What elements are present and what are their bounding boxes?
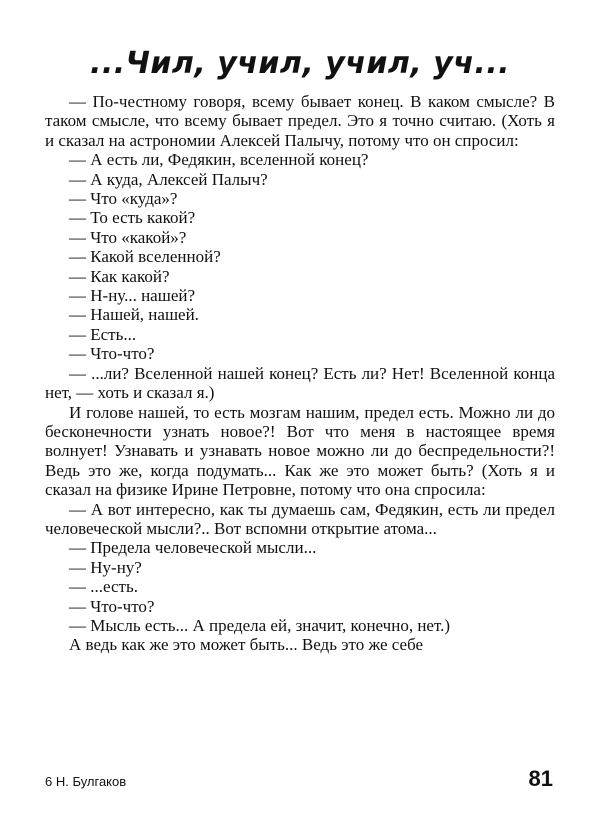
dialogue-line: — ...есть. — [69, 577, 138, 597]
text-body — [45, 92, 555, 655]
page-footer — [45, 766, 555, 794]
paragraph: И голове нашей, то есть мозгам нашим, предел есть. Можно ли до бесконечности узнать новое?! Вот что меня в настоящее время волнует! Узнавать и узнавать новое можно ли до беспредельности?! Ведь это же, когда подумать... Как же это может быть? (Хоть я и сказал на физике Ирине Петровне, потому что она спросила: — [45, 402, 555, 500]
paragraph: — По-честному говоря, всему бывает конец. В каком смысле? В таком смысле, что всему бывает предел. Это я точно считаю. (Хоть я и сказал на астрономии Алексей Палычу, потому что он спросил: — [45, 92, 555, 150]
dialogue-line: — А есть ли, Федякин, вселенной конец? — [69, 150, 369, 170]
dialogue-line: — Есть... — [69, 324, 137, 344]
dialogue-line: — Что-что? — [69, 596, 155, 616]
paragraph: — А вот интересно, как ты думаешь сам, Федякин, есть ли предел человеческой мысли?.. Вот вспомни открытие атома... — [45, 499, 555, 538]
book-page — [45, 0, 555, 822]
printer-signature: 6 Н. Булгаков — [45, 774, 127, 789]
page-number: 81 — [528, 766, 553, 791]
dialogue-line: — Нашей, нашей. — [69, 305, 199, 325]
dialogue-line: — Что-что? — [69, 344, 155, 364]
paragraph: — ...ли? Вселенной нашей конец? Есть ли? Нет! Вселенной конца нет, — хоть и сказал я.) — [45, 363, 555, 403]
dialogue-line: — Как какой? — [69, 266, 170, 286]
dialogue-line: — Н-ну... нашей? — [69, 286, 196, 306]
chapter-title: ...Чил, учил, учил, уч... — [89, 46, 511, 81]
dialogue-line: — Что «куда»? — [69, 189, 178, 209]
dialogue-line: — Предела человеческой мысли... — [69, 538, 317, 558]
paragraph: А ведь как же это может быть... Ведь это же себе — [69, 635, 424, 655]
dialogue-line: — Какой вселенной? — [69, 247, 221, 267]
dialogue-line: — Ну-ну? — [69, 557, 142, 577]
paragraph: — Мысль есть... А предела ей, значит, конечно, нет.) — [69, 615, 451, 635]
dialogue-line: — А куда, Алексей Палыч? — [69, 169, 268, 189]
dialogue-line: — То есть какой? — [69, 208, 196, 228]
dialogue-line: — Что «какой»? — [69, 227, 187, 247]
